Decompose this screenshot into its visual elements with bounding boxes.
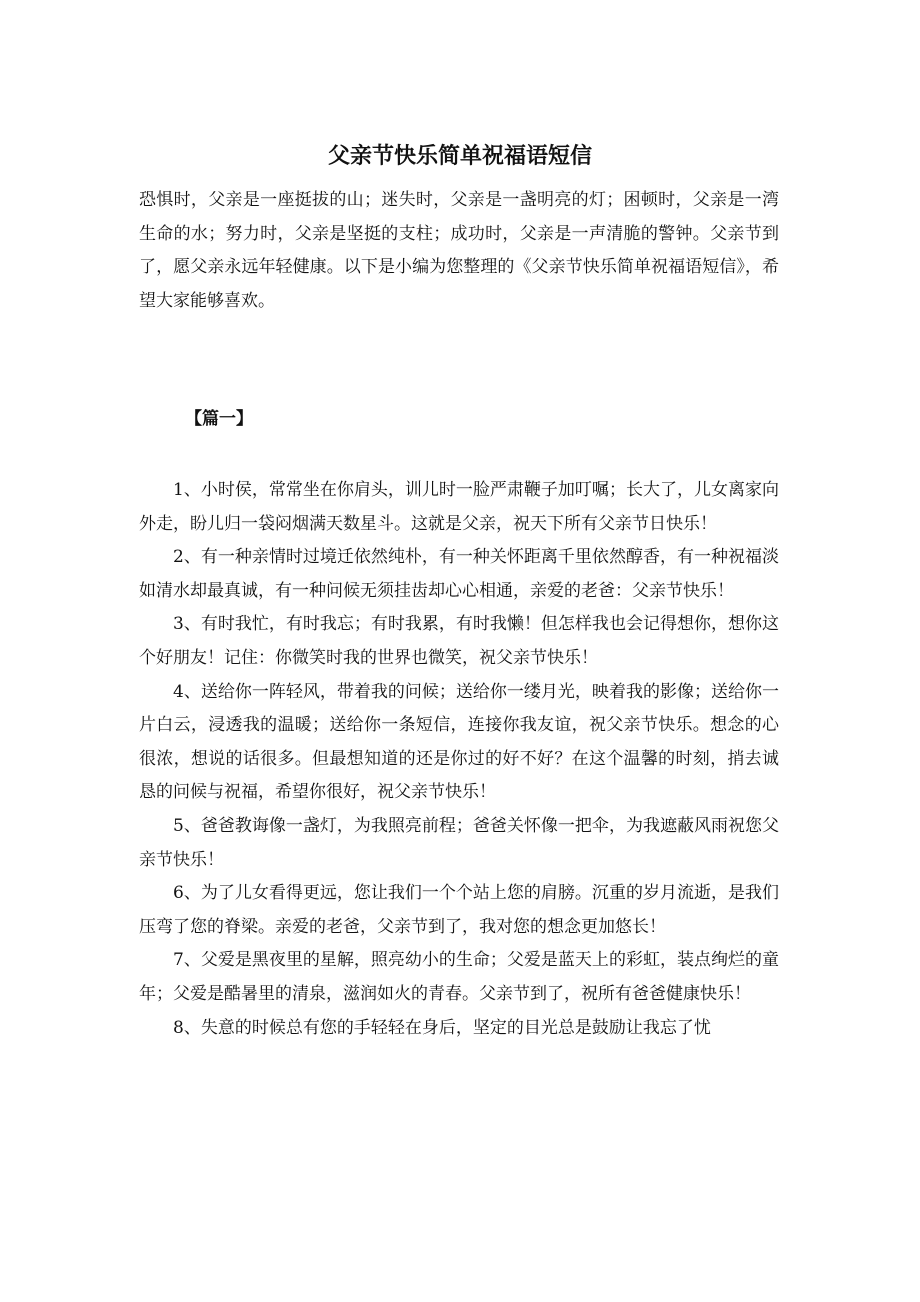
- document-body: [139, 184, 779, 1038]
- blessing-item: 5、爸爸教诲像一盏灯，为我照亮前程；爸爸关怀像一把伞，为我遮蔽风雨祝您父亲节快乐！: [139, 815, 779, 870]
- blessing-item: 3、有时我忙，有时我忘；有时我累，有时我懒！但怎样我也会记得想你，想你这个好朋友！记住：你微笑时我的世界也微笑，祝父亲节快乐！: [139, 614, 779, 668]
- page-title: 父亲节快乐简单祝福语短信: [327, 143, 592, 169]
- blessing-item: 8、失意的时候总有您的手轻轻在身后，坚定的目光总是鼓励让我忘了忧: [173, 1017, 711, 1038]
- intro-paragraph: 恐惧时，父亲是一座挺拔的山；迷失时，父亲是一盏明亮的灯；困顿时，父亲是一湾生命的水；努力时，父亲是坚挺的支柱；成功时，父亲是一声清脆的警钟。父亲节到了，愿父亲永远年轻健康。以下是小编为您整理的《父亲节快乐简单祝福语短信》，希望大家能够喜欢。: [139, 190, 779, 311]
- blessing-item: 6、为了儿女看得更远，您让我们一个个站上您的肩膀。沉重的岁月流逝，是我们压弯了您的脊梁。亲爱的老爸，父亲节到了，我对您的想念更加悠长！: [139, 883, 779, 937]
- blessing-item: 4、送给你一阵轻风，带着我的问候；送给你一缕月光，映着我的影像；送给你一片白云，浸透我的温暖；送给你一条短信，连接你我友谊，祝父亲节快乐。想念的心很浓，想说的话很多。但最想知道的还是你过的好不好？在这个温馨的时刻，捎去诚恳的问候与祝福，希望你很好，祝父亲节快乐！: [139, 681, 779, 803]
- blessing-item: 2、有一种亲情时过境迁依然纯朴，有一种关怀距离千里依然醇香，有一种祝福淡如清水却最真诚，有一种问候无须挂齿却心心相通，亲爱的老爸：父亲节快乐！: [139, 547, 779, 601]
- section-heading: 【篇一】: [185, 409, 253, 429]
- blessing-item: 1、小时侯，常常坐在你肩头，训儿时一脸严肃鞭子加叮嘱；长大了，儿女离家向外走，盼儿归一袋闷烟满天数星斗。这就是父亲，祝天下所有父亲节日快乐！: [139, 480, 779, 534]
- blessing-list: [139, 474, 779, 1045]
- blessing-item: 7、父爱是黑夜里的星解，照亮幼小的生命；父爱是蓝天上的彩虹，装点绚烂的童年；父爱是酷暑里的清泉，滋润如火的青春。父亲节到了，祝所有爸爸健康快乐！: [139, 950, 779, 1004]
